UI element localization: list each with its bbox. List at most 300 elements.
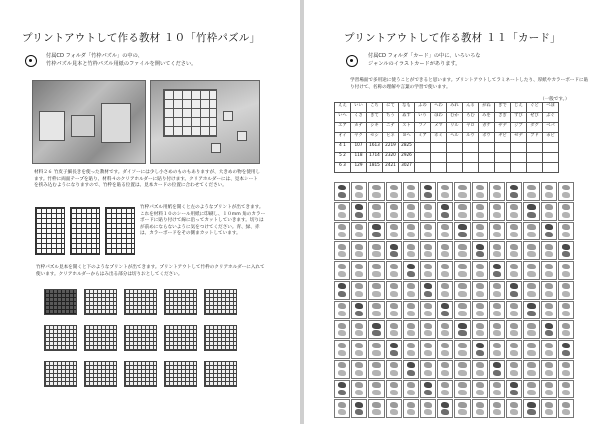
kana-cell	[431, 143, 447, 153]
kana-cell	[415, 163, 431, 173]
illustration-card	[351, 301, 367, 320]
kana-cell: ざぎ	[495, 113, 511, 123]
kana-cell: ずび	[511, 113, 527, 123]
kana-cell	[495, 153, 511, 163]
kana-cell: カテ	[351, 123, 367, 133]
right-page-title: プリントアウトして作る教材 １１「カード」	[344, 32, 561, 44]
right-paragraph-1: 学習場面で多用途に使うことができると思います。プリントアウトしてラミネートしたり、厚紙やカラーボードに貼り付けて、名称の理解や言葉の学習で使います。	[350, 78, 589, 90]
kana-cell: がね	[479, 103, 495, 113]
illustration-card	[403, 202, 419, 221]
illustration-card	[437, 182, 453, 201]
illustration-card	[334, 340, 350, 359]
illustration-card	[368, 281, 384, 300]
kana-row	[335, 153, 559, 163]
illustration-card	[437, 222, 453, 241]
left-note-line1: 付属CD フォルダ「竹枠パズル」の中の、	[46, 53, 143, 59]
kana-cell	[463, 143, 479, 153]
illustration-card	[403, 380, 419, 399]
kana-cell: エア	[335, 123, 351, 133]
kana-cell: ぶぐ	[543, 113, 559, 123]
illustration-card	[472, 340, 488, 359]
illustration-card	[489, 261, 505, 280]
kana-cell: へわ	[431, 103, 447, 113]
kana-cell: ぐど	[527, 103, 543, 113]
kana-cell: 3027	[399, 163, 415, 173]
kana-cell	[527, 163, 543, 173]
kana-cell: ろむ	[463, 113, 479, 123]
kana-cell: 2825	[399, 143, 415, 153]
illustration-card	[368, 202, 384, 221]
puzzle-sheet-3	[105, 207, 135, 255]
kana-cell	[527, 153, 543, 163]
illustration-card	[454, 182, 470, 201]
kana-cell: 118	[351, 153, 367, 163]
puzzle-sheet-2	[70, 207, 100, 255]
illustration-card	[420, 182, 436, 201]
illustration-card	[506, 399, 522, 418]
illustration-card	[437, 241, 453, 260]
illustration-card	[489, 340, 505, 359]
illustration-card	[472, 241, 488, 260]
kana-cell	[495, 143, 511, 153]
illustration-card	[403, 182, 419, 201]
kana-cell: くさ	[351, 113, 367, 123]
illustration-card	[437, 301, 453, 320]
kana-cell: にて	[383, 103, 399, 113]
left-note-line2: 竹枠パズル見本と竹枠パズル用紙のファイルを開いてください。	[46, 61, 197, 67]
illustration-card	[523, 380, 539, 399]
illustration-card	[351, 281, 367, 300]
kana-cell: ヤク	[351, 133, 367, 143]
sample-grid-3-5	[204, 361, 237, 387]
illustration-card	[334, 222, 350, 241]
kana-cell: んる	[463, 103, 479, 113]
illustration-card	[472, 301, 488, 320]
illustration-card	[558, 182, 574, 201]
left-page-title: プリントアウトして作る教材 １０「竹枠パズル」	[22, 32, 261, 44]
kana-cell: ほわ	[431, 113, 447, 123]
illustration-card	[386, 202, 402, 221]
kana-cell: 4 1	[335, 143, 351, 153]
illustration-card	[368, 340, 384, 359]
illustration-card	[454, 399, 470, 418]
kana-cell: リル	[447, 123, 463, 133]
illustration-card	[420, 222, 436, 241]
kana-cell: ザデ	[495, 123, 511, 133]
kana-cell: ニテ	[383, 123, 399, 133]
illustration-card	[420, 202, 436, 221]
illustration-card	[523, 360, 539, 379]
kana-cell: ええ	[335, 103, 351, 113]
illustration-card	[386, 261, 402, 280]
illustration-card	[523, 261, 539, 280]
illustration-card	[437, 380, 453, 399]
illustration-card	[437, 340, 453, 359]
kana-row	[335, 123, 559, 133]
kana-cell: べぼ	[543, 103, 559, 113]
illustration-card	[472, 399, 488, 418]
illustration-card	[506, 281, 522, 300]
illustration-card	[368, 320, 384, 339]
illustration-card	[420, 399, 436, 418]
right-page	[304, 0, 605, 424]
sample-grid-2-5	[204, 325, 237, 351]
illustration-card	[334, 320, 350, 339]
kana-row	[335, 163, 559, 173]
illustration-card	[351, 320, 367, 339]
illustration-card	[437, 320, 453, 339]
illustration-card	[351, 182, 367, 201]
illustration-card	[558, 380, 574, 399]
kana-cell: フノ	[415, 123, 431, 133]
illustration-card	[558, 241, 574, 260]
illustration-card	[420, 380, 436, 399]
illustration-card	[472, 320, 488, 339]
kana-cell: 2421	[383, 163, 399, 173]
kana-cell: 2320	[383, 153, 399, 163]
illustration-card	[541, 241, 557, 260]
illustration-card	[454, 222, 470, 241]
illustration-card	[368, 261, 384, 280]
illustration-card	[351, 399, 367, 418]
illustration-card	[506, 182, 522, 201]
left-paragraph-3: 竹枠パズル見本を開くと下のようなプリントが出てきます。プリントアウトして竹枠のクリアホルダーに入れて使います。クリアホルダーからはみ出る部分は切りおとしてください。	[36, 265, 265, 277]
illustration-card	[403, 340, 419, 359]
illustration-card	[506, 360, 522, 379]
illustration-card	[454, 301, 470, 320]
kana-cell: ホミ	[431, 133, 447, 143]
illustration-card	[506, 320, 522, 339]
illustration-card	[368, 182, 384, 201]
kana-cell	[511, 163, 527, 173]
kana-cell: ヘル	[447, 133, 463, 143]
illustration-card	[472, 182, 488, 201]
illustration-card	[386, 380, 402, 399]
illustration-card	[368, 222, 384, 241]
kana-cell: ふの	[415, 103, 431, 113]
illustration-card	[334, 241, 350, 260]
illustration-card	[541, 301, 557, 320]
illustration-card	[454, 340, 470, 359]
kana-cell: ぜび	[527, 113, 543, 123]
illustration-card	[351, 380, 367, 399]
illustration-card	[368, 360, 384, 379]
illustration-card	[386, 222, 402, 241]
illustration-card	[558, 320, 574, 339]
right-note-line2: ジャンルのイラストカードがあります。	[368, 61, 461, 67]
kana-cell: ヤロ	[463, 123, 479, 133]
kana-cell: 2219	[383, 143, 399, 153]
cd-icon	[25, 55, 37, 67]
illustration-card	[454, 360, 470, 379]
illustration-card	[403, 399, 419, 418]
illustration-card-grid	[334, 182, 574, 418]
sample-grid-2-4	[164, 325, 197, 351]
kana-cell: ブド	[527, 133, 543, 143]
illustration-card	[420, 340, 436, 359]
illustration-card	[472, 380, 488, 399]
illustration-card	[541, 281, 557, 300]
illustration-card	[368, 380, 384, 399]
illustration-card	[420, 301, 436, 320]
kana-cell: 5 2	[335, 153, 351, 163]
illustration-card	[454, 202, 470, 221]
kana-cell: ヨヘ	[399, 133, 415, 143]
kana-cell: いへ	[335, 113, 351, 123]
illustration-card	[472, 202, 488, 221]
illustration-card	[334, 360, 350, 379]
illustration-card	[334, 399, 350, 418]
illustration-card	[506, 241, 522, 260]
sample-grid-1-1	[44, 289, 77, 315]
kana-cell	[495, 163, 511, 173]
kana-cell: スト	[399, 123, 415, 133]
puzzle-materials-photo	[32, 80, 146, 164]
illustration-card	[437, 360, 453, 379]
illustration-card	[403, 241, 419, 260]
illustration-card	[368, 301, 384, 320]
illustration-card	[454, 380, 470, 399]
illustration-card	[403, 261, 419, 280]
kana-cell	[511, 143, 527, 153]
illustration-card	[420, 360, 436, 379]
illustration-card	[541, 360, 557, 379]
illustration-card	[368, 399, 384, 418]
illustration-card	[558, 360, 574, 379]
sample-grid-3-3	[124, 361, 157, 387]
kana-cell: 2926	[399, 153, 415, 163]
illustration-card	[523, 340, 539, 359]
kana-cell: ルウ	[463, 133, 479, 143]
kana-cell	[479, 143, 495, 153]
kana-cell	[511, 153, 527, 163]
kana-cell	[543, 153, 559, 163]
illustration-card	[351, 222, 367, 241]
sample-grid-1-5	[204, 289, 237, 315]
illustration-card	[351, 360, 367, 379]
illustration-card	[420, 261, 436, 280]
kana-cell	[479, 153, 495, 163]
illustration-card	[558, 202, 574, 221]
kana-cell: ヒネ	[383, 133, 399, 143]
illustration-card	[523, 182, 539, 201]
kana-cell: セシ	[367, 133, 383, 143]
kana-cell: 1815	[367, 163, 383, 173]
illustration-card	[437, 281, 453, 300]
kana-cell: 107	[351, 143, 367, 153]
left-paragraph-1: 材料２６ 竹皮子細長きを使った教材です。ダイソーには少し小さめのものもありますが、大きめの物を使用します。竹枠に両面テープを貼り、材料４のクリアホルダーに貼り付けます。クリアホルダーには、見本シートを挟み込むようになりますので、竹枠を貼る位置は、見本カードの位置に合わせてください。	[34, 170, 261, 189]
kana-cell: ちう	[383, 113, 399, 123]
illustration-card	[472, 360, 488, 379]
illustration-card	[489, 320, 505, 339]
illustration-card	[403, 320, 419, 339]
kana-row	[335, 133, 559, 143]
kana-cell: シキ	[367, 123, 383, 133]
kana-row	[335, 103, 559, 113]
sample-grid-2-1	[44, 325, 77, 351]
illustration-card	[489, 281, 505, 300]
illustration-card	[489, 241, 505, 260]
kana-cell: オイ	[335, 133, 351, 143]
puzzle-sheet-1	[35, 207, 65, 255]
illustration-card	[386, 340, 402, 359]
kana-cell: ゼデ	[511, 133, 527, 143]
illustration-card	[437, 261, 453, 280]
illustration-card	[506, 222, 522, 241]
illustration-card	[489, 202, 505, 221]
illustration-card	[403, 281, 419, 300]
left-paragraph-2: 竹枠パズル用紙を開くと左のようなプリントが出てきます。これを材料１０のシール用紙に印刷し、１０mm 角のカラーボードに貼り付けて線に沿ってカットしていきます。切りはが前めにならないように気をつけてください。青、緑、赤は、カラーボードをその側まカットしています。	[140, 205, 266, 237]
illustration-card	[506, 380, 522, 399]
illustration-card	[454, 320, 470, 339]
kana-cell	[479, 163, 495, 173]
illustration-card	[489, 399, 505, 418]
illustration-card	[489, 222, 505, 241]
kana-cell: ジブ	[511, 123, 527, 133]
illustration-card	[506, 261, 522, 280]
illustration-card	[541, 380, 557, 399]
kana-cell: ベパ	[543, 123, 559, 133]
illustration-card	[523, 241, 539, 260]
illustration-card	[541, 340, 557, 359]
illustration-card	[334, 261, 350, 280]
kana-cell	[527, 143, 543, 153]
illustration-card	[437, 202, 453, 221]
kana-cell: じえ	[511, 103, 527, 113]
illustration-card	[420, 241, 436, 260]
illustration-card	[523, 301, 539, 320]
illustration-card	[386, 182, 402, 201]
illustration-card	[489, 182, 505, 201]
kana-cell: メマ	[431, 123, 447, 133]
kana-cell: 129	[351, 163, 367, 173]
kana-cell	[447, 153, 463, 163]
sample-grid-1-2	[84, 289, 117, 315]
illustration-card	[523, 399, 539, 418]
illustration-card	[334, 380, 350, 399]
kana-cell: 1714	[367, 153, 383, 163]
illustration-card	[489, 380, 505, 399]
kana-cell: いい	[351, 103, 367, 113]
kana-cell: ぬす	[399, 113, 415, 123]
illustration-card	[386, 281, 402, 300]
illustration-card	[523, 320, 539, 339]
puzzle-board-photo	[150, 80, 260, 164]
illustration-card	[386, 399, 402, 418]
illustration-card	[558, 399, 574, 418]
illustration-card	[386, 301, 402, 320]
sample-grid-1-4	[164, 289, 197, 315]
kana-cell	[543, 143, 559, 153]
illustration-card	[368, 241, 384, 260]
illustration-card	[489, 301, 505, 320]
kana-cell	[415, 143, 431, 153]
kana-cell: ぎで	[495, 103, 511, 113]
kana-cell	[431, 163, 447, 173]
kana-cell: 6 3	[335, 163, 351, 173]
illustration-card	[351, 340, 367, 359]
kana-cell: みを	[479, 113, 495, 123]
illustration-card	[472, 281, 488, 300]
illustration-card	[506, 202, 522, 221]
kana-cell: なも	[399, 103, 415, 113]
sample-grid-1-3	[124, 289, 157, 315]
illustration-card	[472, 261, 488, 280]
illustration-card	[541, 182, 557, 201]
kana-cell: ギビ	[495, 133, 511, 143]
right-ends-note: （一般です。）	[540, 97, 570, 102]
kana-cell: ポピ	[543, 133, 559, 143]
illustration-card	[403, 301, 419, 320]
sample-grid-3-2	[84, 361, 117, 387]
illustration-card	[351, 202, 367, 221]
illustration-card	[523, 222, 539, 241]
illustration-card	[506, 340, 522, 359]
kana-cell: こち	[367, 103, 383, 113]
kana-cell	[447, 163, 463, 173]
kana-row	[335, 143, 559, 153]
illustration-card	[558, 281, 574, 300]
illustration-card	[558, 340, 574, 359]
kana-cell	[431, 153, 447, 163]
kana-cell: むか	[447, 113, 463, 123]
kana-cell	[447, 143, 463, 153]
left-page	[0, 0, 300, 424]
illustration-card	[437, 399, 453, 418]
illustration-card	[541, 222, 557, 241]
illustration-card	[523, 281, 539, 300]
illustration-card	[403, 222, 419, 241]
kana-cell	[415, 153, 431, 163]
kana-cell: みれ	[447, 103, 463, 113]
sample-grid-2-2	[84, 325, 117, 351]
illustration-card	[386, 241, 402, 260]
illustration-card	[558, 222, 574, 241]
kana-cell: ダグ	[527, 123, 543, 133]
kana-row	[335, 113, 559, 123]
illustration-card	[506, 301, 522, 320]
illustration-card	[420, 320, 436, 339]
illustration-card	[386, 320, 402, 339]
illustration-card	[489, 360, 505, 379]
illustration-card	[558, 261, 574, 280]
kana-cell: ボウ	[479, 133, 495, 143]
kana-cell: ミア	[415, 133, 431, 143]
illustration-card	[334, 182, 350, 201]
illustration-card	[454, 241, 470, 260]
sample-grid-2-3	[124, 325, 157, 351]
kana-cell: 1613	[367, 143, 383, 153]
kana-cell: ガケ	[479, 123, 495, 133]
illustration-card	[472, 222, 488, 241]
illustration-card	[334, 202, 350, 221]
illustration-card	[386, 360, 402, 379]
illustration-card	[403, 360, 419, 379]
illustration-card	[351, 241, 367, 260]
kana-cell	[463, 153, 479, 163]
illustration-card	[334, 281, 350, 300]
right-note-line1: 付属CD フォルダ「カード」の中に、いろいろな	[368, 53, 481, 59]
illustration-card	[334, 301, 350, 320]
illustration-card	[541, 202, 557, 221]
sample-grid-3-1	[44, 361, 77, 387]
illustration-card	[454, 281, 470, 300]
cd-icon-right	[346, 55, 358, 67]
kana-cell: きて	[367, 113, 383, 123]
illustration-card	[541, 261, 557, 280]
kana-cell: いり	[415, 113, 431, 123]
kana-card-table	[334, 102, 559, 173]
